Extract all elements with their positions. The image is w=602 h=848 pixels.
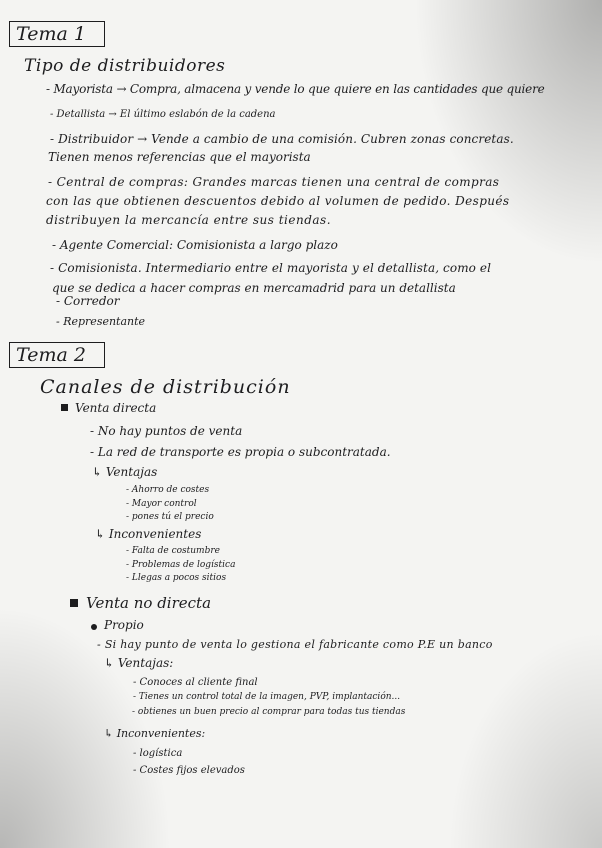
list-item: - Costes fijos elevados <box>133 765 245 776</box>
list-item: - pones tú el precio <box>126 512 214 522</box>
tema-2-title-box: Tema 2 <box>9 342 105 368</box>
square-bullet-icon <box>70 599 78 607</box>
tema-1-title-box: Tema 1 <box>9 21 105 47</box>
tema-1-heading: Tipo de distribuidores <box>24 56 226 76</box>
list-item: - logística <box>133 748 183 759</box>
list-item: - Problemas de logística <box>126 560 236 570</box>
note-line: - Representante <box>56 315 146 328</box>
list-item: - obtienes un buen precio al comprar para todas tus tiendas <box>132 707 406 717</box>
note-line: - Mayorista → Compra, almacena y vende lo que quiere en las cantidades que quiere <box>46 82 545 96</box>
note-line: que se dedica a hacer compras en mercamadrid para un detallista <box>52 281 456 295</box>
list-item: - Ahorro de costes <box>126 485 210 495</box>
list-item: - Tienes un control total de la imagen, PVP, implantación... <box>133 692 401 702</box>
list-item: - Llegas a pocos sitios <box>126 573 227 583</box>
round-bullet-icon <box>91 624 97 630</box>
note-line: - Si hay punto de venta lo gestiona el fabricante como P.E un banco <box>97 638 493 651</box>
note-line: - Corredor <box>56 294 120 308</box>
list-item: - Mayor control <box>126 499 197 509</box>
note-line: con las que obtienen descuentos debido al volumen de pedido. Después <box>46 194 510 208</box>
list-item: - Falta de costumbre <box>126 546 220 556</box>
ventajas-label: ↳ Ventajas <box>92 465 158 479</box>
inconvenientes-label: ↳ Inconvenientes <box>95 527 202 541</box>
note-line: - Comisionista. Intermediario entre el mayorista y el detallista, como el <box>50 261 492 275</box>
note-line: - No hay puntos de venta <box>90 424 243 438</box>
note-line: - Central de compras: Grandes marcas tienen una central de compras <box>48 175 500 189</box>
list-item: - Conoces al cliente final <box>133 677 258 688</box>
note-line: distribuyen la mercancía entre sus tiendas. <box>46 213 332 227</box>
venta-directa-label: Venta directa <box>75 401 157 415</box>
note-line: Tienen menos referencias que el mayorista <box>48 150 311 164</box>
note-line: - La red de transporte es propia o subcontratada. <box>90 445 391 459</box>
square-bullet-icon <box>61 404 68 411</box>
note-line: - Detallista → El último eslabón de la cadena <box>50 109 276 120</box>
tema-2-heading: Canales de distribución <box>40 376 291 398</box>
venta-no-directa-label: Venta no directa <box>86 594 212 612</box>
note-line: - Agente Comercial: Comisionista a largo plazo <box>52 238 338 252</box>
note-line: - Distribuidor → Vende a cambio de una comisión. Cubren zonas concretas. <box>50 132 514 146</box>
propio-label: Propio <box>104 618 144 632</box>
ventajas-label: ↳ Ventajas: <box>104 656 174 670</box>
inconvenientes-label: ↳ Inconvenientes: <box>104 727 206 740</box>
